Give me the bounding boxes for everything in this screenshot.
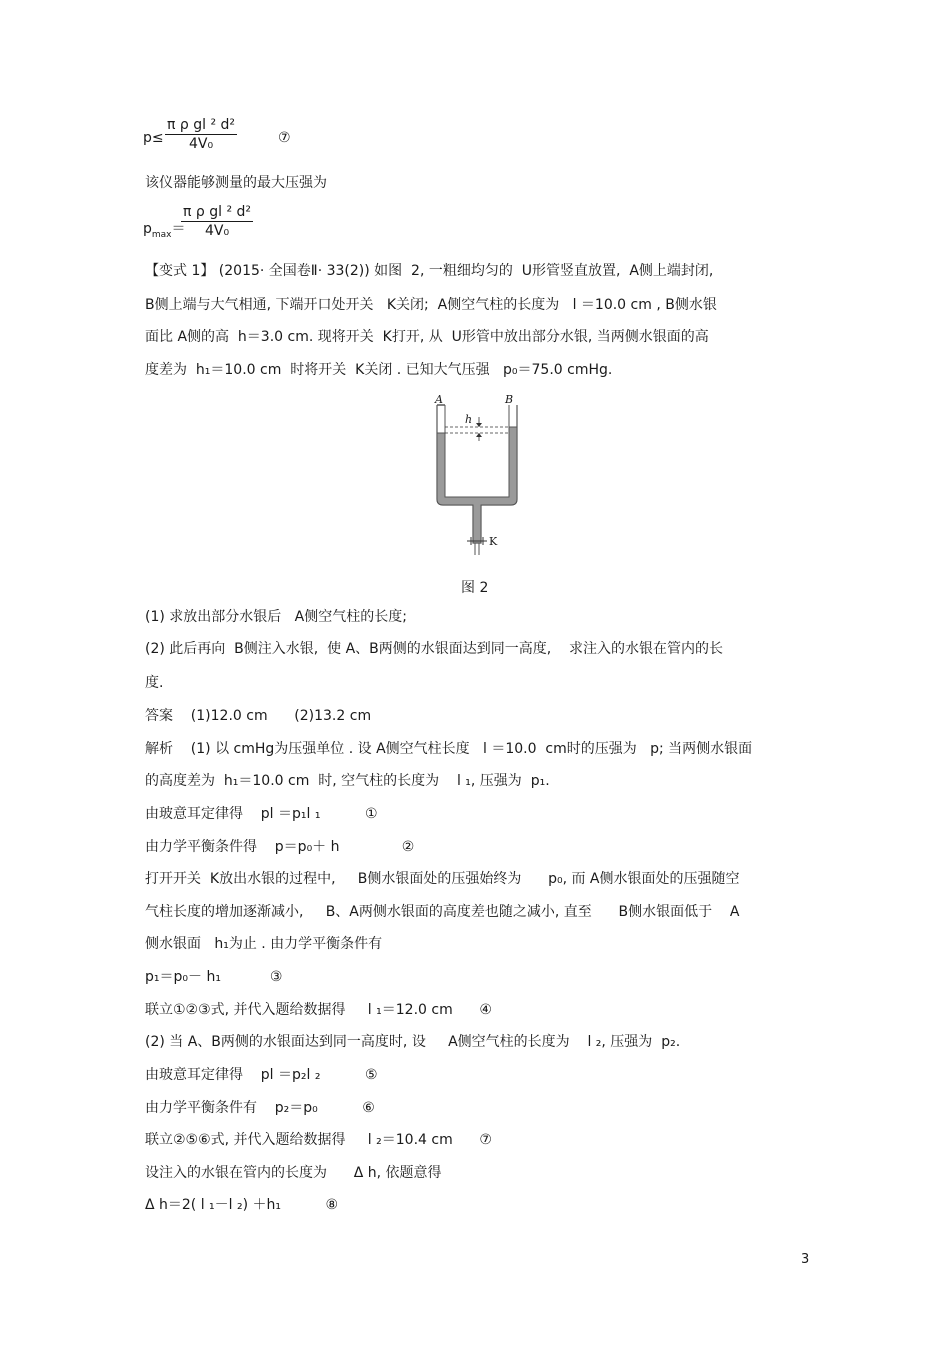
u-tube-diagram xyxy=(425,393,535,563)
figure-caption: 图 2 xyxy=(461,580,489,596)
formula-pmax-denominator: 4V₀ xyxy=(204,223,230,239)
formula-pmax-numerator: π ρ gl ² d² xyxy=(183,204,252,220)
analysis-line-12: 由力学平衡条件有 p₂＝p₀ ⑥ xyxy=(145,1100,375,1116)
analysis-line-1: 解析 (1) 以 cmHg为压强单位 . 设 A侧空气柱长度 l ＝10.0 cm时的压强为 p; 当两侧水银面 xyxy=(145,741,753,757)
analysis-line-8: p₁＝p₀－ h₁ ③ xyxy=(145,969,283,985)
analysis-line-5: 打开开关 K放出水银的过程中, B侧水银面处的压强始终为 p₀, 而 A侧水银面处的压强随空 xyxy=(145,871,740,887)
analysis-line-14: 设注入的水银在管内的长度为 Δ h, 依题意得 xyxy=(145,1165,442,1181)
analysis-line-3: 由玻意耳定律得 pl ＝p₁l ₁ ① xyxy=(145,806,378,822)
figure-label-k: K xyxy=(489,535,498,548)
formula-top-mark: ⑦ xyxy=(278,130,291,146)
question-line-2: (2) 此后再向 B侧注入水银, 使 A、B两侧的水银面达到同一高度, 求注入的水银在管内的长 xyxy=(145,641,724,657)
max-pressure-intro: 该仪器能够测量的最大压强为 xyxy=(145,175,327,191)
analysis-line-11: 由玻意耳定律得 pl ＝p₂l ₂ ⑤ xyxy=(145,1067,378,1083)
question-line-3: 度. xyxy=(145,675,164,691)
page-number: 3 xyxy=(801,1252,810,1267)
formula-pmax-p: p xyxy=(143,221,152,237)
formula-pmax-lhs xyxy=(143,218,186,240)
analysis-line-13: 联立②⑤⑥式, 并代入题给数据得 l ₂＝10.4 cm ⑦ xyxy=(145,1132,492,1148)
variant-line-2: B侧上端与大气相通, 下端开口处开关 K关闭; A侧空气柱的长度为 l ＝10.0 cm , B侧水银 xyxy=(145,297,717,313)
analysis-line-7: 侧水银面 h₁为止 . 由力学平衡条件有 xyxy=(145,936,383,952)
variant-line-4: 度差为 h₁＝10.0 cm 时将开关 K关闭 . 已知大气压强 p₀＝75.0 cmHg. xyxy=(145,362,613,378)
formula-top xyxy=(143,117,303,157)
analysis-line-2: 的高度差为 h₁＝10.0 cm 时, 空气柱的长度为 l ₁, 压强为 p₁. xyxy=(145,773,550,789)
analysis-line-15: Δ h＝2( l ₁－l ₂) ＋h₁ ⑧ xyxy=(145,1197,339,1213)
figure-label-h: h xyxy=(465,413,473,426)
formula-top-numerator: π ρ gl ² d² xyxy=(167,117,236,133)
variant-line-3: 面比 A侧的高 h＝3.0 cm. 现将开关 K打开, 从 U形管中放出部分水银, 当两侧水银面的高 xyxy=(145,329,709,345)
analysis-line-9: 联立①②③式, 并代入题给数据得 l ₁＝12.0 cm ④ xyxy=(145,1002,492,1018)
analysis-line-10: (2) 当 A、B两侧的水银面达到同一高度时, 设 A侧空气柱的长度为 l ₂, 压强为 p₂. xyxy=(145,1034,681,1050)
formula-top-lhs: p≤ xyxy=(143,130,164,146)
question-line-1: (1) 求放出部分水银后 A侧空气柱的长度; xyxy=(145,609,407,625)
formula-top-denominator: 4V₀ xyxy=(188,136,214,152)
figure-label-a: A xyxy=(435,393,443,406)
formula-pmax xyxy=(143,204,283,246)
answer-line: 答案 (1)12.0 cm (2)13.2 cm xyxy=(145,708,372,724)
formula-pmax-sub: max xyxy=(151,229,172,240)
variant-line-1: 【变式 1】 (2015· 全国卷Ⅱ· 33(2)) 如图 2, 一粗细均匀的 U形管竖直放置, A侧上端封闭, xyxy=(145,263,714,279)
formula-top-fraction xyxy=(165,117,237,152)
analysis-line-4: 由力学平衡条件得 p＝p₀＋ h ② xyxy=(145,839,415,855)
formula-pmax-fraction xyxy=(181,204,253,239)
analysis-line-6: 气柱长度的增加逐渐减小, B、A两侧水银面的高度差也随之减小, 直至 B侧水银面低于 A xyxy=(145,904,740,920)
u-tube-figure xyxy=(425,393,535,567)
figure-label-b: B xyxy=(505,393,514,406)
formula-pmax-eq: ＝ xyxy=(171,221,186,237)
